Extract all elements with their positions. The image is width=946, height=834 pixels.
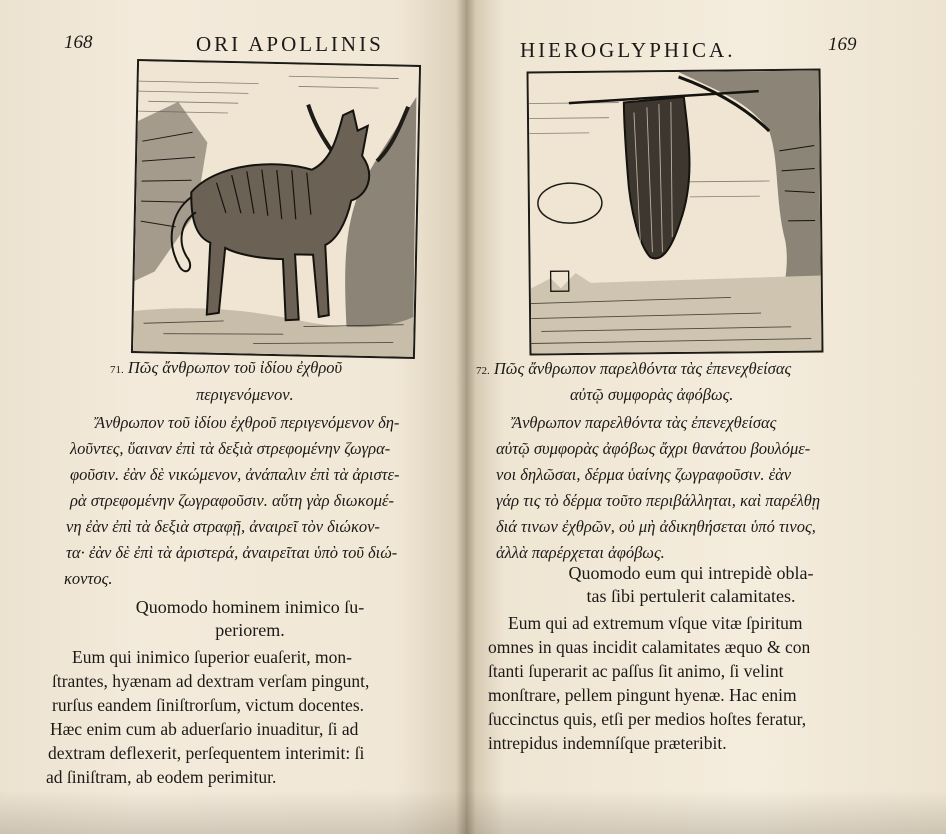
left-latin-line-4: Hæc enim cum ab aduerſario inuaditur, ſi ad: [50, 719, 359, 739]
book-gutter: [456, 0, 476, 834]
right-caption-line-1: [476, 356, 791, 384]
left-greek-line-5: νη ἐὰν ἐπὶ τὰ δεξιὰ στραφῇ, ἀναιρεῖ τὸν διώκον-: [66, 517, 380, 536]
left-greek-line-1: Ἄνθρωπον τοῦ ἰδίου ἐχθροῦ περιγενόμενον δη-: [95, 413, 400, 432]
right-latin-line-3: ſtanti ſuperarit ac paſſus ſit animo, ſi velint: [488, 661, 784, 681]
right-latin-line-1: Eum qui ad extremum vſque vitæ ſpiritum: [508, 613, 803, 633]
right-running-head: HIEROGLYPHICA.: [520, 38, 736, 62]
right-page: [466, 0, 946, 834]
right-greek-line-3: νοι δηλῶσαι, δέρμα ὑαίνης ζωγραφοῦσιν. ἐὰν: [496, 465, 792, 484]
left-caption-line-1: [110, 355, 342, 383]
woodcut-hyena-skin-right: [527, 68, 824, 355]
right-greek-line-6: ἀλλὰ παρέρχεται ἀφόβως.: [496, 543, 665, 562]
left-running-head: ORI APOLLINIS: [196, 32, 384, 56]
left-caption-line-2: περιγενόμενον.: [196, 385, 294, 404]
left-greek-line-3: φοῦσιν. ἐὰν δὲ νικώμενον, ἀνάπαλιν ἐπὶ τὰ ἀριστε-: [70, 465, 400, 484]
left-latin-line-2: ſtrantes, hyænam ad dextram verſam pingunt,: [52, 671, 370, 691]
right-greek-line-2: αὐτῷ συμφορὰς ἀφόβως ἄχρι θανάτου βουλόμε-: [496, 439, 811, 458]
left-latin-line-1: Eum qui inimico ſuperior euaſerit, mon-: [72, 647, 352, 667]
right-latin-line-4: monſtrare, pellem pingunt hyenæ. Hac enim: [488, 685, 797, 705]
left-page: [0, 0, 466, 834]
hyena-woodcut-illustration: [133, 61, 419, 357]
left-caption-number: 71.: [110, 364, 124, 376]
left-greek-line-4: ρὰ στρεφομένην ζωγραφοῦσιν. αὕτη γὰρ διωκομέ-: [70, 491, 395, 510]
left-latin-heading-1: Quomodo hominem inimico ſu-: [135, 597, 365, 617]
right-latin-line-2: omnes in quas incidit calamitates æquo & con: [488, 637, 811, 657]
left-latin-line-3: rurſus eandem ſiniſtrorſum, victum docentes.: [52, 695, 365, 715]
right-page-number: 169: [828, 34, 857, 55]
left-latin-heading-2: periorem.: [215, 620, 285, 640]
page-edge-shadow: [0, 790, 946, 834]
left-latin-line-5: dextram deflexerit, perſequentem interimit: ſi: [48, 743, 365, 763]
left-greek-line-6: τα· ἐὰν δὲ ἐπὶ τὰ ἀριστερά, ἀναιρεῖται ὑπὸ τοῦ διώ-: [66, 543, 398, 562]
left-greek-line-2: λοῦντες, ὕαιναν ἐπὶ τὰ δεξιὰ στρεφομένην ζωγρα-: [70, 439, 391, 458]
woodcut-hyena-left: [131, 59, 421, 359]
right-caption-line-2: αὐτῷ συμφορὰς ἀφόβως.: [570, 385, 734, 404]
right-caption-text-1: Πῶς ἄνθρωπον παρελθόντα τὰς ἐπενεχθείσας: [493, 359, 792, 378]
right-greek-line-1: Ἄνθρωπον παρελθόντα τὰς ἐπενεχθείσας: [512, 413, 777, 432]
left-greek-line-7: κοντος.: [64, 569, 113, 588]
hyena-skin-woodcut-illustration: [529, 70, 822, 353]
right-latin-heading-1: Quomodo eum qui intrepidè obla-: [568, 563, 814, 583]
left-page-number: 168: [64, 32, 93, 53]
right-latin-heading-2: tas ſibi pertulerit calamitates.: [586, 586, 796, 606]
right-greek-line-5: διά τινων ἐχθρῶν, οὐ μὴ ἀδικηθήσεται ὑπό τινος,: [496, 517, 816, 536]
right-caption-number: 72.: [476, 365, 490, 377]
right-latin-line-5: ſuccinctus quis, etſi per medios hoſtes feratur,: [488, 709, 807, 729]
right-greek-line-4: γάρ τις τὸ δέρμα τοῦτο περιβάλληται, καὶ παρέλθῃ: [496, 491, 821, 510]
right-latin-line-6: intrepidus indemníſque præteribit.: [488, 733, 727, 753]
left-caption-text-1: Πῶς ἄνθρωπον τοῦ ἰδίου ἐχθροῦ: [127, 358, 343, 377]
left-latin-line-6: ad ſiniſtram, ab eodem perimitur.: [46, 767, 277, 787]
